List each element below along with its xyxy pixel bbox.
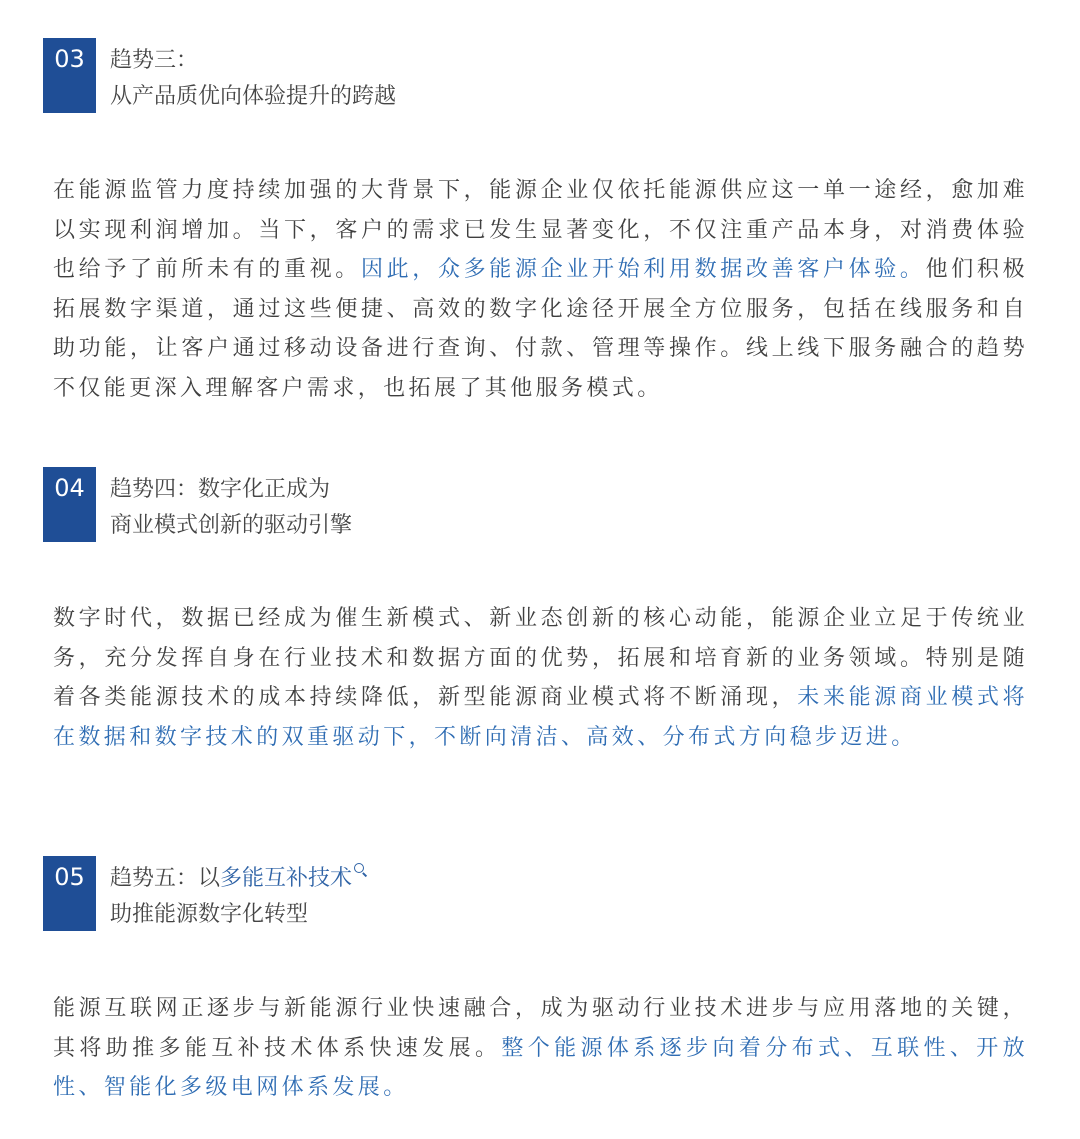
- paragraph-highlight: 因此，众多能源企业开始利用数据改善客户体验。: [360, 257, 926, 282]
- section-paragraph-04: [53, 599, 1028, 757]
- section-title-line1: 趋势三：: [110, 48, 199, 73]
- search-icon[interactable]: [354, 863, 366, 875]
- section-title-line1: [110, 861, 366, 897]
- paragraph-text: 数字时代，数据已经成为催生新模式、新业态创新的核心动能，能源企业立足于传统业务，充分发挥自身在行业技术和数据方面的优势，拓展和培育新的业务领域。特别是随着各类能源技术的成本持续降低，新型能源商业模式将不断涌现，: [53, 606, 1028, 710]
- keyword-link[interactable]: 多能互补技术: [220, 866, 353, 891]
- paragraph-text: 能源互联网正逐步与新能源行业快速融合，成为驱动行业技术进步与应用落地的关键，其将助推多能互补技术体系快速发展。: [53, 996, 1028, 1061]
- section-title: [110, 43, 396, 115]
- paragraph-text: 他们积极拓展数字渠道，通过这些便捷、高效的数字化途径开展全方位服务，包括在线服务和自助功能，让客户通过移动设备进行查询、付款、管理等操作。线上线下服务融合的趋势不仅能更深入理解客户需求，也拓展了其他服务模式。: [53, 257, 1028, 401]
- section-title-line1: 趋势四：数字化正成为: [110, 477, 331, 502]
- section-number-badge: 05: [43, 856, 96, 931]
- paragraph-text: 在能源监管力度持续加强的大背景下，能源企业仅依托能源供应这一单一途经，愈加难以实现利润增加。当下，客户的需求已发生显著变化，不仅注重产品本身，对消费体验也给予了前所未有的重视。: [53, 178, 1028, 282]
- section-title-line2: 商业模式创新的驱动引擎: [110, 513, 353, 538]
- section-title-line2: 从产品质优向体验提升的跨越: [110, 84, 397, 109]
- paragraph-highlight: 未来能源商业模式将在数据和数字技术的双重驱动下，不断向清洁、高效、分布式方向稳步迈进。: [53, 685, 1028, 750]
- section-header-03: [43, 38, 396, 115]
- section-title: [110, 861, 366, 933]
- section-header-05: [43, 856, 366, 933]
- section-title-line2: 助推能源数字化转型: [110, 902, 309, 927]
- section-paragraph-05: [53, 989, 1028, 1108]
- section-title-prefix: 趋势五：以: [110, 866, 221, 891]
- section-number-badge: 04: [43, 467, 96, 542]
- section-title: [110, 472, 352, 544]
- section-header-04: [43, 467, 352, 544]
- section-number-badge: 03: [43, 38, 96, 113]
- section-paragraph-03: [53, 171, 1028, 408]
- paragraph-highlight: 整个能源体系逐步向着分布式、互联性、开放性、智能化多级电网体系发展。: [53, 1035, 1028, 1100]
